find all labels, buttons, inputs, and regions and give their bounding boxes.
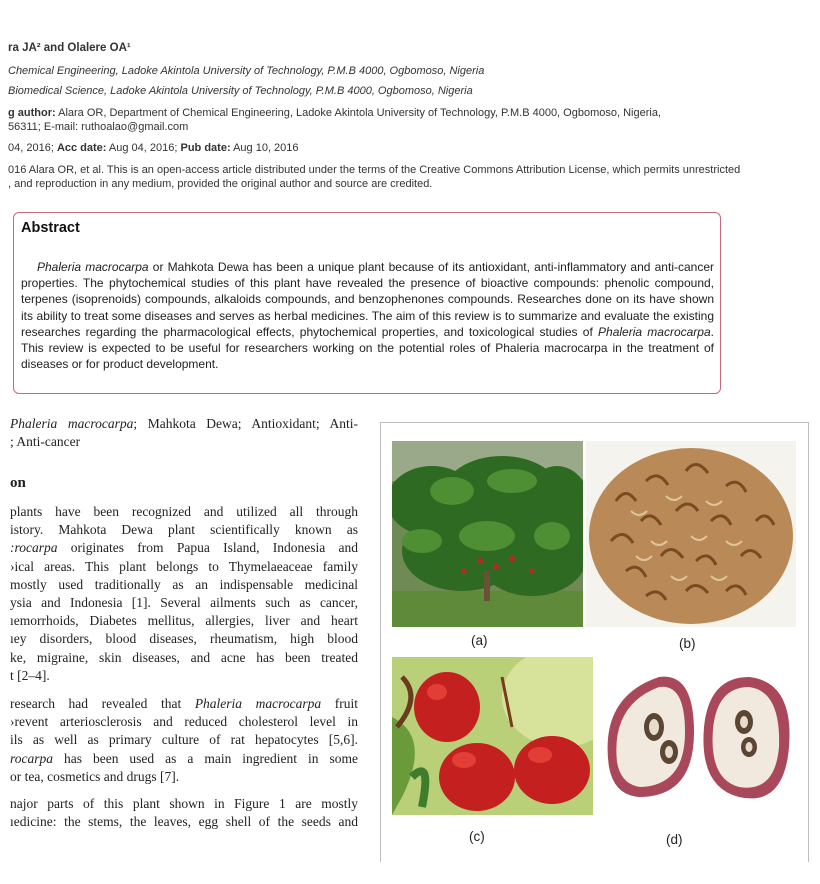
license-line-2: , and reproduction in any medium, provided the original author and source are credited. (8, 178, 433, 190)
abstract-text-2: . This review is expected to be useful for researchers working on the potential roles of Phaleria macrocarpa in the treatment of diseases or for product development. (21, 324, 714, 372)
photo-dried-slices (586, 441, 796, 627)
text-line: ıedicine: the stems, the leaves, egg shell of the seeds and (10, 814, 358, 830)
keywords (10, 415, 358, 451)
caption-c: (c) (469, 829, 485, 844)
section-heading: on (10, 475, 26, 491)
paragraph-3 (10, 795, 358, 831)
abstract-box (13, 212, 721, 394)
corresponding-label: g author: (8, 107, 56, 119)
keywords-rest: ; Mahkota Dewa; Antioxidant; Anti- (133, 416, 358, 431)
text-line: t [2–4]. (10, 667, 50, 683)
corresponding-text: Alara OR, Department of Chemical Engineering, Ladoke Akintola University of Technology, P.M.B 4000, Ogbomoso, Nigeria, (58, 107, 661, 119)
received-date: 04, 2016; (8, 142, 54, 154)
text-line: ıey disorders, blood diseases, rheumatism, high blood (10, 631, 358, 647)
affiliation-1: Chemical Engineering, Ladoke Akintola University of Technology, P.M.B 4000, Ogbomoso, Nigeria (8, 65, 485, 77)
text-line: research had revealed that Phaleria macrocarpa fruit (10, 696, 358, 711)
photo-red-fruits (392, 657, 593, 815)
photo-plant (392, 441, 583, 627)
text-line: :rocarpa originates from Papua Island, Indonesia and (10, 540, 358, 556)
species-name: Phaleria macrocarpa (37, 260, 149, 274)
paragraph-1 (10, 503, 358, 685)
figure-1 (380, 422, 809, 862)
text-line: ›ical areas. This plant belongs to Thymelaeaceae family (10, 558, 358, 574)
corresponding-email: 56311; E-mail: ruthoalao@gmail.com (8, 121, 189, 133)
text-line: or tea, cosmetics and drugs [7]. (10, 768, 180, 784)
text-line: ıemorrhoids, Diabetes mellitus, allergies, liver and heart (10, 613, 358, 629)
photo-cut-fruit (599, 657, 795, 815)
license-line-1: 016 Alara OR, et al. This is an open-access article distributed under the terms of the Creative Commons Attribution License, which permits unrestricted (8, 164, 741, 176)
dates-line (8, 142, 299, 154)
text-line: ysia and Indonesia [1]. Several ailments such as cancer, (10, 594, 358, 610)
keywords-line-2: ; Anti-cancer (10, 434, 81, 450)
species-name-2: Phaleria macrocarpa (598, 324, 711, 339)
text-line: najor parts of this plant shown in Figure 1 are mostly (10, 796, 358, 811)
author-line: ra JA² and Olalere OA¹ (8, 42, 131, 54)
text-line: plants have been recognized and utilized all through (10, 504, 358, 519)
acc-date: Aug 04, 2016; (108, 142, 178, 154)
abstract-text-1: or Mahkota Dewa has been a unique plant because of its antioxidant, anti-inflammatory and anti-cancer properties. The phytochemical studies of this plant have revealed the presence of bioactive compounds: phenolic compound, terpenes (isoprenoids) compounds, alkaloids compounds, and benzophenones compounds. Researches done on its have shown its ability to treat some diseases and serves as herbal medicines. The aim of this review is to summarize and evaluate the existing researches regarding the pharmacological effects, phytochemical properties, and toxicological studies of (21, 260, 714, 339)
acc-date-label: Acc date: (56, 142, 107, 154)
text-line: mostly used traditionally as an indispensable medicinal (10, 576, 358, 592)
affiliation-2: Biomedical Science, Ladoke Akintola University of Technology, P.M.B 4000, Ogbomoso, Nigeria (8, 85, 473, 97)
caption-d: (d) (666, 832, 683, 847)
pub-date: Aug 10, 2016 (233, 142, 299, 154)
text-line: istory. Mahkota Dewa plant scientifically known as (10, 522, 358, 538)
caption-b: (b) (679, 636, 696, 651)
paragraph-2 (10, 695, 358, 786)
keyword-species: Phaleria macrocarpa (10, 416, 134, 431)
text-line: ke, migraine, skin diseases, and acne has been treated (10, 649, 358, 665)
abstract-body (21, 259, 714, 372)
pub-date-label: Pub date: (180, 142, 231, 154)
caption-a: (a) (471, 633, 488, 648)
abstract-heading: Abstract (21, 220, 80, 236)
text-line: rocarpa has been used as a main ingredient in some (10, 750, 358, 766)
corresponding-author (8, 107, 661, 119)
text-line: ils as well as primary culture of rat hepatocytes [5,6]. (10, 732, 358, 748)
text-line: ›revent arteriosclerosis and reduced cholesterol level in (10, 714, 358, 730)
